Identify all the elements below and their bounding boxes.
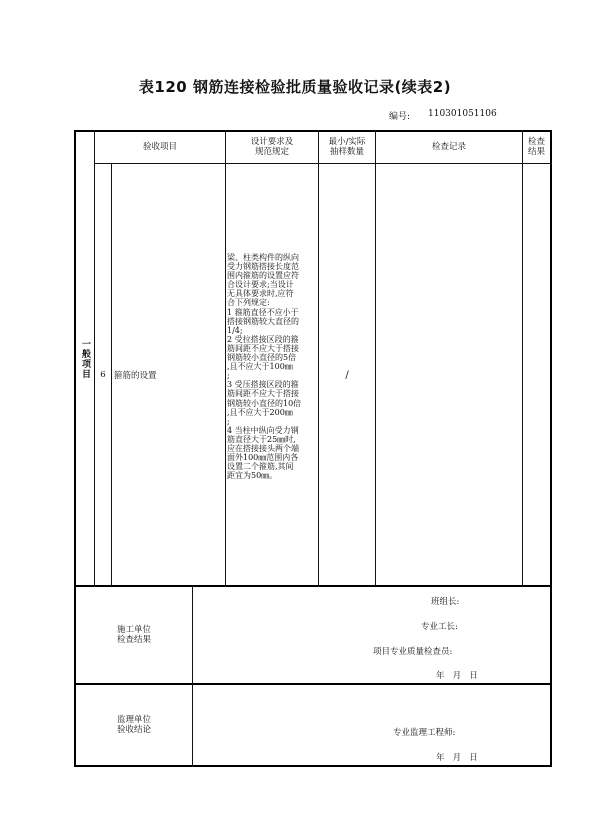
- team-leader-label: 班组长:: [431, 597, 460, 607]
- row-name: 箍筋的设置: [114, 371, 157, 381]
- construction-date: 年 月 日: [436, 671, 478, 681]
- requirement-line: 2 受拉搭接区段的箍: [227, 334, 299, 344]
- construction-label: [76, 587, 192, 683]
- requirement-line: ,且不应大于100㎜: [227, 362, 293, 372]
- row-record: [376, 164, 522, 585]
- inspector-label: 项目专业质量检查员:: [373, 647, 453, 657]
- requirement-line: 搭接钢筋较大直径的: [227, 316, 299, 326]
- col-line-item: [225, 130, 226, 586]
- col-line-index: [111, 163, 112, 586]
- header-record: 检查记录: [431, 142, 466, 152]
- requirement-line: ;: [227, 371, 230, 381]
- header-item: 验收项目: [142, 142, 177, 152]
- foreman-label: 专业工长:: [421, 622, 458, 632]
- requirement-line: ,且不应大于200㎜: [227, 407, 293, 417]
- header-design-line2: 规范规定: [254, 147, 289, 157]
- category-label: 一般项目: [80, 338, 90, 379]
- header-sample-line2: 抽样数量: [329, 147, 364, 157]
- requirement-line: 围内箍筋的设置应符: [227, 271, 299, 281]
- col-line-signoff: [192, 586, 193, 767]
- supervision-label: [76, 685, 192, 765]
- requirement-line: 1/4;: [227, 325, 243, 335]
- requirement-line: 3 受压搭接区段的箍: [227, 380, 299, 390]
- header-result-line2: 结果: [527, 147, 545, 157]
- header-result: [523, 131, 550, 163]
- requirement-line: 应在搭接接头两个端: [227, 443, 299, 453]
- header-result-line1: 检查: [527, 137, 545, 147]
- table-right-border: [550, 130, 552, 767]
- requirement-line: 筋直径大于25㎜时,: [227, 434, 296, 444]
- col-line-design: [318, 130, 319, 586]
- requirement-line: 筋间距不应大于搭接: [227, 389, 299, 399]
- supervision-date: 年 月 日: [436, 753, 478, 763]
- requirement-line: 面外100㎜范围内各: [227, 453, 299, 463]
- supervision-label-line2: 验收结论: [116, 725, 151, 735]
- row-sample: /: [345, 370, 349, 381]
- requirement-line: 4 当柱中纵向受力钢: [227, 425, 299, 435]
- requirement-line: 钢筋较小直径的5倍: [227, 353, 297, 363]
- row-result: [523, 164, 550, 585]
- requirement-line: 1 箍筋直径不应小于: [227, 307, 299, 317]
- header-sample-line1: 最小/实际: [328, 137, 366, 147]
- supervising-engineer-label: 专业监理工程师:: [393, 728, 456, 738]
- construction-label-line2: 检查结果: [116, 635, 151, 645]
- table-bottom-border: [74, 765, 551, 767]
- construction-label-line1: 施工单位: [116, 625, 151, 635]
- row-requirement: [227, 253, 317, 480]
- requirement-line: 设置二个箍筋,其间: [227, 462, 294, 472]
- page-title: 表120 钢筋连接检验批质量验收记录(续表2): [138, 78, 452, 96]
- header-sample: [319, 131, 375, 163]
- header-design-line1: 设计要求及: [250, 137, 294, 147]
- code-label: 编号:: [389, 112, 411, 122]
- code-value: 110301051106: [428, 109, 497, 119]
- requirement-line: 梁、柱类构件的纵向: [227, 253, 299, 262]
- row-index: 6: [100, 369, 106, 380]
- requirement-line: 无具体要求时,应符: [227, 289, 294, 299]
- supervision-label-line1: 监理单位: [116, 715, 151, 725]
- requirement-line: 合下列规定:: [227, 298, 270, 308]
- requirement-line: 筋间距不应大于搭接: [227, 343, 299, 353]
- category-cell: [76, 132, 94, 585]
- requirement-line: 距宜为50㎜。: [227, 471, 278, 481]
- requirement-line: ;: [227, 416, 230, 426]
- requirement-line: 合设计要求;当设计: [227, 280, 294, 290]
- header-design: [226, 131, 318, 163]
- requirement-line: 钢筋较小直径的10倍: [227, 398, 302, 408]
- requirement-line: 受力钢筋搭接长度范: [227, 262, 299, 272]
